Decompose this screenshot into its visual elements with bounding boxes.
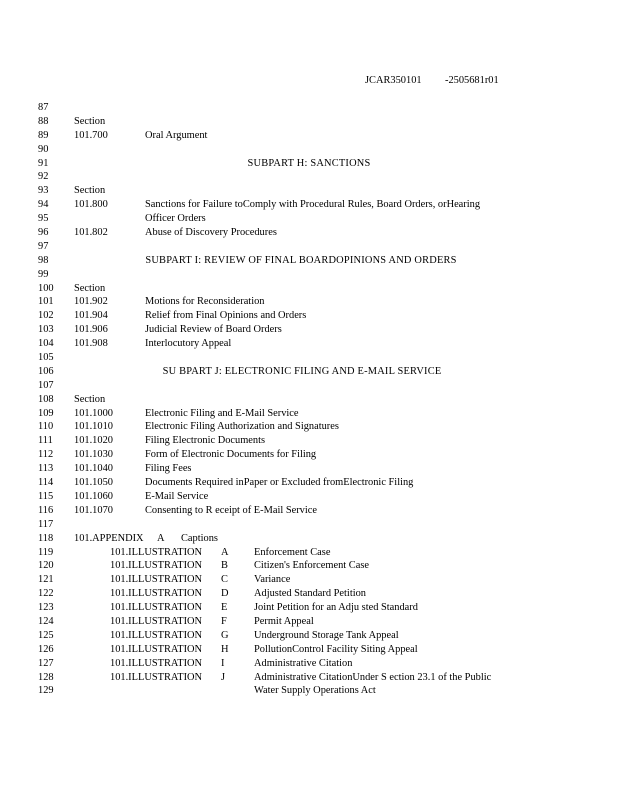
- line-number: 114: [38, 477, 54, 489]
- line-number: 108: [38, 393, 54, 405]
- line-97: [0, 240, 618, 254]
- line-124: [0, 615, 618, 629]
- line-number: 91: [38, 157, 49, 169]
- illustration-label: 101.ILLUSTRATION: [110, 657, 203, 669]
- line-number: 92: [38, 171, 49, 183]
- illustration-title: Adjusted Standard Petition: [254, 588, 366, 600]
- line-115: [0, 490, 618, 504]
- line-103: [0, 323, 618, 337]
- line-112: [0, 448, 618, 462]
- illustration-title: Variance: [254, 574, 291, 586]
- illustration-label: 101.ILLUSTRATION: [110, 629, 203, 641]
- line-number: 109: [38, 407, 54, 419]
- section-number: 101.800: [74, 199, 108, 211]
- line-90: [0, 143, 618, 157]
- line-number: 117: [38, 518, 54, 530]
- line-122: [0, 587, 618, 601]
- line-105: [0, 351, 618, 365]
- line-number: 98: [38, 254, 49, 266]
- illustration-title: Joint Petition for an Adju sted Standard: [254, 602, 418, 614]
- section-number: 101.802: [74, 227, 108, 239]
- section-number: 101.1070: [74, 504, 113, 516]
- line-88: [0, 115, 618, 129]
- line-113: [0, 462, 618, 476]
- line-114: [0, 476, 618, 490]
- section-title: Filing Electronic Documents: [145, 435, 266, 447]
- illustration-title: Enforcement Case: [254, 546, 331, 558]
- line-number: 127: [38, 657, 54, 669]
- numbered-lines: [0, 101, 618, 698]
- appendix-letter: A: [157, 532, 165, 544]
- line-123: [0, 601, 618, 615]
- section-title: Officer Orders: [145, 213, 206, 225]
- illustration-label: 101.ILLUSTRATION: [110, 574, 203, 586]
- subpart-heading: SUBPART H: SANCTIONS: [247, 157, 371, 169]
- illustration-label: 101.ILLUSTRATION: [110, 546, 203, 558]
- line-87: [0, 101, 618, 115]
- line-number: 119: [38, 546, 54, 558]
- line-126: [0, 643, 618, 657]
- section-number: 101.1060: [74, 490, 113, 502]
- section-title: Abuse of Discovery Procedures: [145, 227, 277, 239]
- line-number: 101: [38, 296, 54, 308]
- line-number: 99: [38, 268, 49, 280]
- section-number: 101.904: [74, 310, 108, 322]
- line-number: 115: [38, 490, 54, 502]
- line-number: 118: [38, 532, 54, 544]
- section-number: 101.700: [74, 129, 108, 141]
- illustration-letter: D: [221, 588, 229, 600]
- document-code: JCAR350101: [365, 75, 422, 86]
- line-number: 107: [38, 379, 54, 391]
- line-number: 96: [38, 227, 49, 239]
- illustration-title: Water Supply Operations Act: [254, 685, 376, 697]
- line-111: [0, 434, 618, 448]
- illustration-letter: J: [221, 671, 226, 683]
- line-number: 128: [38, 671, 54, 683]
- line-107: [0, 379, 618, 393]
- line-number: 100: [38, 282, 54, 294]
- section-number: 101.1050: [74, 477, 113, 489]
- line-121: [0, 573, 618, 587]
- section-title: Form of Electronic Documents for Filing: [145, 449, 317, 461]
- illustration-letter: I: [221, 657, 225, 669]
- illustration-letter: B: [221, 560, 228, 572]
- line-120: [0, 559, 618, 573]
- line-number: 122: [38, 588, 54, 600]
- illustration-letter: A: [221, 546, 229, 558]
- line-94: [0, 198, 618, 212]
- subpart-heading: SUBPART I: REVIEW OF FINAL BOARDOPINIONS AND ORDERS: [145, 254, 457, 266]
- illustration-label: 101.ILLUSTRATION: [110, 643, 203, 655]
- section-title: Judicial Review of Board Orders: [145, 324, 282, 336]
- section-number: Section: [74, 393, 106, 405]
- line-117: [0, 518, 618, 532]
- illustration-title: Administrative CitationUnder S ection 23.1 of the Public: [254, 671, 492, 683]
- section-title: Motions for Reconsideration: [145, 296, 265, 308]
- line-104: [0, 337, 618, 351]
- illustration-label: 101.ILLUSTRATION: [110, 671, 203, 683]
- illustration-label: 101.ILLUSTRATION: [110, 560, 203, 572]
- section-title: Interlocutory Appeal: [145, 338, 232, 350]
- section-number: Section: [74, 115, 106, 127]
- line-number: 87: [38, 102, 49, 113]
- line-91: [0, 157, 618, 171]
- line-119: [0, 546, 618, 560]
- line-100: [0, 282, 618, 296]
- appendix-label: 101.APPENDIX: [74, 532, 144, 544]
- section-number: 101.902: [74, 296, 108, 308]
- line-98: [0, 254, 618, 268]
- line-109: [0, 407, 618, 421]
- document-id: -2505681r01: [445, 75, 499, 86]
- line-number: 123: [38, 602, 54, 614]
- illustration-title: PollutionControl Facility Siting Appeal: [254, 643, 418, 655]
- line-number: 126: [38, 643, 54, 655]
- line-127: [0, 657, 618, 671]
- line-89: [0, 129, 618, 143]
- section-number: 101.906: [74, 324, 108, 336]
- line-118: [0, 532, 618, 546]
- line-number: 113: [38, 463, 54, 475]
- section-number: 101.1010: [74, 421, 113, 433]
- line-number: 111: [38, 435, 53, 447]
- section-title: Filing Fees: [145, 463, 192, 475]
- illustration-title: Administrative Citation: [254, 657, 353, 669]
- illustration-title: Citizen's Enforcement Case: [254, 560, 369, 572]
- section-number: 101.1040: [74, 463, 113, 475]
- line-number: 93: [38, 185, 49, 197]
- section-number: 101.1030: [74, 449, 113, 461]
- illustration-label: 101.ILLUSTRATION: [110, 615, 203, 627]
- line-92: [0, 170, 618, 184]
- line-number: 89: [38, 129, 49, 141]
- section-title: Consenting to R eceipt of E-Mail Service: [145, 504, 317, 516]
- illustration-letter: F: [221, 615, 227, 627]
- line-110: [0, 420, 618, 434]
- illustration-title: Permit Appeal: [254, 615, 314, 627]
- line-number: 102: [38, 310, 54, 322]
- line-116: [0, 504, 618, 518]
- illustration-letter: G: [221, 629, 229, 641]
- illustration-title: Underground Storage Tank Appeal: [254, 629, 399, 641]
- line-108: [0, 393, 618, 407]
- line-number: 121: [38, 574, 54, 586]
- section-title: Electronic Filing and E-Mail Service: [145, 407, 299, 419]
- line-101: [0, 295, 618, 309]
- section-title: E-Mail Service: [145, 490, 209, 502]
- line-102: [0, 309, 618, 323]
- line-106: [0, 365, 618, 379]
- line-number: 110: [38, 421, 54, 433]
- line-number: 104: [38, 338, 54, 350]
- line-number: 129: [38, 685, 54, 697]
- appendix-caption: Captions: [181, 532, 218, 544]
- line-number: 95: [38, 213, 49, 225]
- line-125: [0, 629, 618, 643]
- line-number: 105: [38, 352, 54, 364]
- illustration-letter: C: [221, 574, 228, 586]
- line-number: 116: [38, 504, 54, 516]
- section-title: Documents Required inPaper or Excluded fromElectronic Filing: [145, 477, 414, 489]
- illustration-letter: H: [221, 643, 229, 655]
- line-128: [0, 671, 618, 685]
- line-number: 120: [38, 560, 54, 572]
- subpart-heading: SU BPART J: ELECTRONIC FILING AND E-MAIL SERVICE: [162, 365, 442, 377]
- section-title: Electronic Filing Authorization and Signatures: [145, 421, 339, 433]
- line-93: [0, 184, 618, 198]
- section-number: 101.1020: [74, 435, 113, 447]
- illustration-letter: E: [221, 602, 228, 614]
- illustration-label: 101.ILLUSTRATION: [110, 588, 203, 600]
- illustration-label: 101.ILLUSTRATION: [110, 602, 203, 614]
- page-header: [0, 75, 618, 89]
- section-number: Section: [74, 282, 106, 294]
- line-95: [0, 212, 618, 226]
- section-number: 101.908: [74, 338, 108, 350]
- section-number: Section: [74, 185, 106, 197]
- section-title: Sanctions for Failure toComply with Procedural Rules, Board Orders, orHearing: [145, 199, 481, 211]
- line-number: 90: [38, 143, 49, 155]
- line-number: 106: [38, 365, 54, 377]
- line-number: 124: [38, 615, 54, 627]
- line-number: 125: [38, 629, 54, 641]
- section-title: Oral Argument: [145, 129, 208, 141]
- line-number: 94: [38, 199, 49, 211]
- line-number: 103: [38, 324, 54, 336]
- line-number: 112: [38, 449, 54, 461]
- line-number: 88: [38, 115, 49, 127]
- section-number: 101.1000: [74, 407, 113, 419]
- line-129: [0, 684, 618, 698]
- line-96: [0, 226, 618, 240]
- line-99: [0, 268, 618, 282]
- line-number: 97: [38, 240, 49, 252]
- section-title: Relief from Final Opinions and Orders: [145, 310, 307, 322]
